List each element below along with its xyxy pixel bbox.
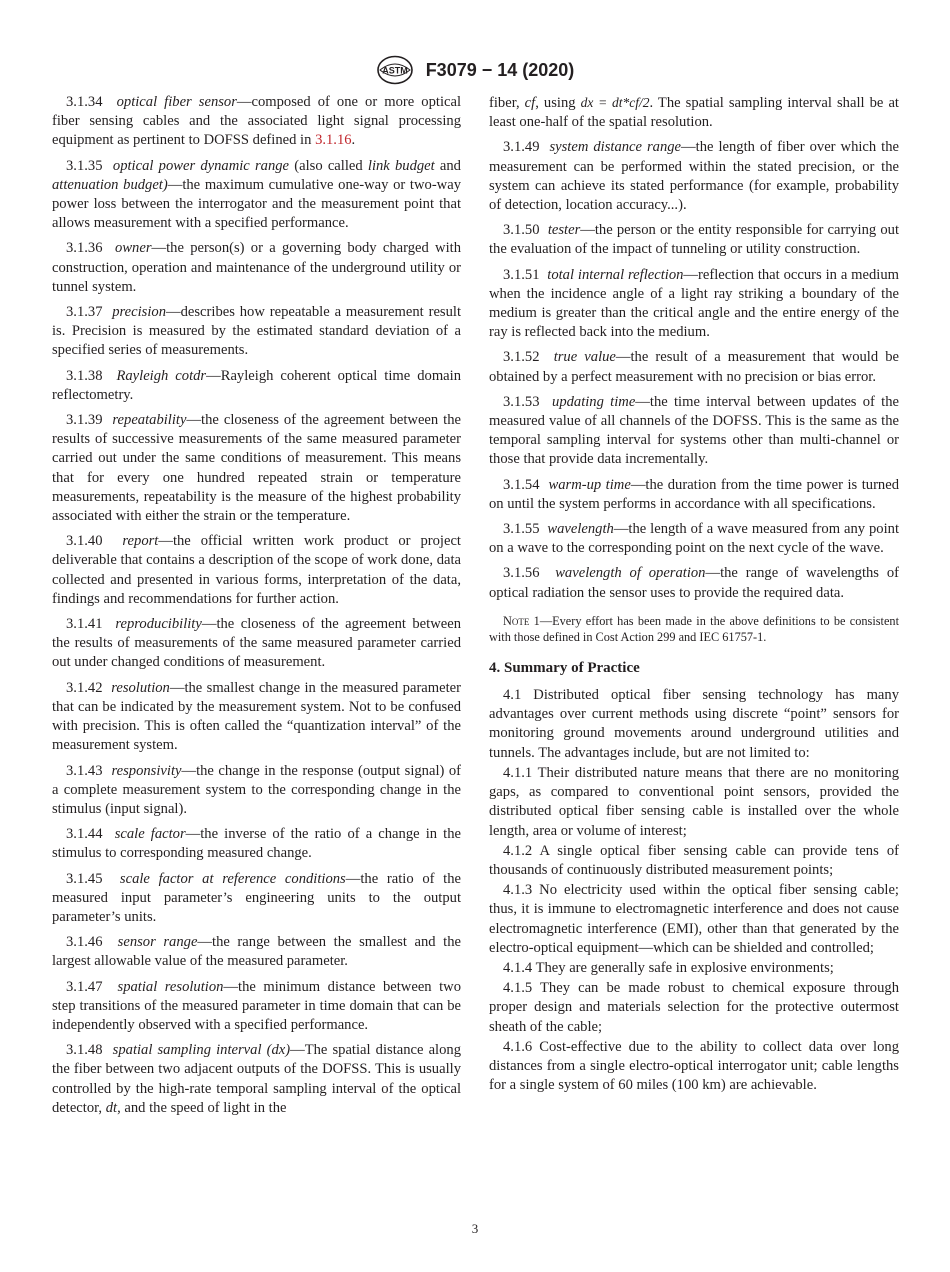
definition-3-1-49: 3.1.49 system distance range—the length of fiber over which the measurement can be performed within the stated precision, or the system can achieve its stated performance (for example, probability of detection, location accuracy...). bbox=[489, 139, 900, 214]
definition-3-1-45: 3.1.45 scale factor at reference conditions—the ratio of the measured input parameter’s engineering units to the output parameter’s units. bbox=[52, 870, 462, 925]
paragraph-4-1-6: 4.1.6 Cost-effective due to the ability to collect data over long distances from a single electro-optical interrogator unit; cable lengths for a single system of 60 miles (100 km) are achievable. bbox=[489, 1038, 899, 1094]
paragraph-4-1-2: 4.1.2 A single optical fiber sensing cable can provide tens of thousands of continuously distributed measurement points; bbox=[489, 842, 899, 878]
paragraph-4-1-3: 4.1.3 No electricity used within the optical fiber sensing cable; thus, it is immune to electromagnetic interference and does not cause electromagnetic interference (EMI), other than that generated by the electro-optical equipment—which can be shielded and controlled; bbox=[489, 882, 899, 956]
svg-text:ASTM: ASTM bbox=[381, 65, 408, 76]
definition-3-1-44: 3.1.44 scale factor—the inverse of the ratio of a change in the stimulus to corresponding measured change. bbox=[52, 826, 461, 862]
definition-3-1-37: 3.1.37 precision—describes how repeatable a measurement result is. Precision is measured by the estimated standard deviation of a specified series of measurements. bbox=[52, 304, 462, 359]
cross-reference-link[interactable]: 3.1.16 bbox=[315, 132, 352, 149]
definition-3-1-36: 3.1.36 owner—the person(s) or a governing body charged with construction, operation and maintenance of the underground utility or tunnel system. bbox=[52, 240, 461, 295]
definition-3-1-50: 3.1.50 tester—the person or the entity responsible for carrying out the evaluation of the impact of tunneling or utility construction. bbox=[489, 222, 899, 258]
definition-3-1-43: 3.1.43 responsivity—the change in the response (output signal) of a complete measurement system to the corresponding change in the stimulus (input signal). bbox=[52, 762, 462, 817]
paragraph-4-1-5: 4.1.5 They can be made robust to chemical exposure through proper design and materials selection for the protective outermost sheath of the cable; bbox=[489, 980, 899, 1035]
left-column bbox=[52, 93, 461, 1124]
definition-3-1-41: 3.1.41 reproducibility—the closeness of the agreement between the results of measurements of the same measured parameter carried out under changed conditions of measurement. bbox=[52, 616, 461, 671]
definition-3-1-35: 3.1.35 optical power dynamic range (also called link budget and attenuation budget)—the maximum cumulative one-way or two-way power loss between the interrogator and the measurement point that allows measurement with a specified performance. bbox=[52, 157, 461, 232]
definition-3-1-38: 3.1.38 Rayleigh cotdr—Rayleigh coherent optical time domain reflectometry. bbox=[52, 367, 462, 403]
formula: dx = dt*cf/2 bbox=[580, 95, 650, 110]
definition-3-1-46: 3.1.46 sensor range—the range between the smallest and the largest allowable value of the measured parameter. bbox=[52, 934, 461, 970]
definition-3-1-55: 3.1.55 wavelength—the length of a wave measured from any point on a wave to the corresponding point on the next cycle of the wave. bbox=[489, 521, 899, 557]
page-header bbox=[0, 55, 950, 85]
definition-3-1-53: 3.1.53 updating time—the time interval between updates of the measured value of all channels of the DOFSS. This is the same as the temporal sampling interval for systems other than multi-channel or those that provide data incrementally. bbox=[489, 393, 899, 468]
definition-3-1-51: 3.1.51 total internal reflection—reflection that occurs in a medium when the incidence angle of a light ray striking a boundary of the medium is greater than the critical angle and the entire energy of the ray is reflected back into the medium. bbox=[489, 266, 900, 341]
page-number: 3 bbox=[471, 1221, 479, 1236]
definition-3-1-34: 3.1.34 optical fiber sensor—composed of one or more optical fiber sensing cables and the associated light signal processing equipment as pertinent to DOFSS defined in 3.1.16. bbox=[52, 94, 462, 149]
definition-3-1-42: 3.1.42 resolution—the smallest change in the measured parameter that can be indicated by the measurement system. Not to be confused with precision. This is often called the “quantization interval” of the measurement system. bbox=[52, 679, 461, 754]
document-designation: F3079 − 14 (2020) bbox=[425, 59, 575, 80]
paragraph-4-1: 4.1 Distributed optical fiber sensing technology has many advantages over current methods using discrete “point” sensors for monitoring ground movements around underground utilities and tunnels. The advantages include, but are not limited to: bbox=[489, 687, 899, 761]
note-1: Note 1—Every effort has been made in the above definitions to be consistent with those defined in Cost Action 299 and IEC 61757-1. bbox=[489, 613, 899, 644]
definition-3-1-48: 3.1.48 spatial sampling interval (dx)—The spatial distance along the fiber between two adjacent outputs of the DOFSS. This is usually controlled by the high-rate temporal sampling interval of the optical detector, dt, and the speed of light in the bbox=[52, 1042, 461, 1116]
definition-3-1-40: 3.1.40 report—the official written work product or project deliverable that contains a description of the scope of work done, data collected and presented in various forms, interpretation of the data, findings and recommendations for further action. bbox=[52, 533, 461, 607]
section-heading: 4. Summary of Practice bbox=[489, 659, 640, 676]
definition-3-1-39: 3.1.39 repeatability—the closeness of the agreement between the results of successive measurements of the same measured parameter carried out under the same conditions of measurement. This means that for every one hundred repeated strain or temperature measurements, repeatability is the measure of the highest probability associated with either the strain or the temperature. bbox=[52, 412, 461, 525]
astm-logo-icon bbox=[376, 55, 414, 85]
definition-3-1-54: 3.1.54 warm-up time—the duration from the time power is turned on until the system performs in accordance with all specifications. bbox=[489, 476, 900, 512]
paragraph-4-1-1: 4.1.1 Their distributed nature means that there are no monitoring gaps, as compared to conventional point sensors, provided the distributed optical fiber sensing cable is installed over the whole length, area or volume of interest; bbox=[489, 764, 899, 839]
definition-3-1-56: 3.1.56 wavelength of operation—the range of wavelengths of optical radiation the sensor uses to provide the required data. bbox=[489, 565, 899, 601]
definition-3-1-52: 3.1.52 true value—the result of a measurement that would be obtained by a perfect measurement with no precision or bias error. bbox=[489, 349, 900, 385]
definition-3-1-47: 3.1.47 spatial resolution—the minimum distance between two step transitions of the measured parameter in time domain that can be independently observed with a specified performance. bbox=[52, 978, 462, 1033]
paragraph-4-1-4: 4.1.4 They are generally safe in explosive environments; bbox=[503, 959, 834, 976]
definition-3-1-48-continued: fiber, cf, using dx = dt*cf/2. The spatial sampling interval shall be at least one-half of the spatial resolution. bbox=[489, 95, 899, 131]
right-column bbox=[489, 93, 899, 1096]
